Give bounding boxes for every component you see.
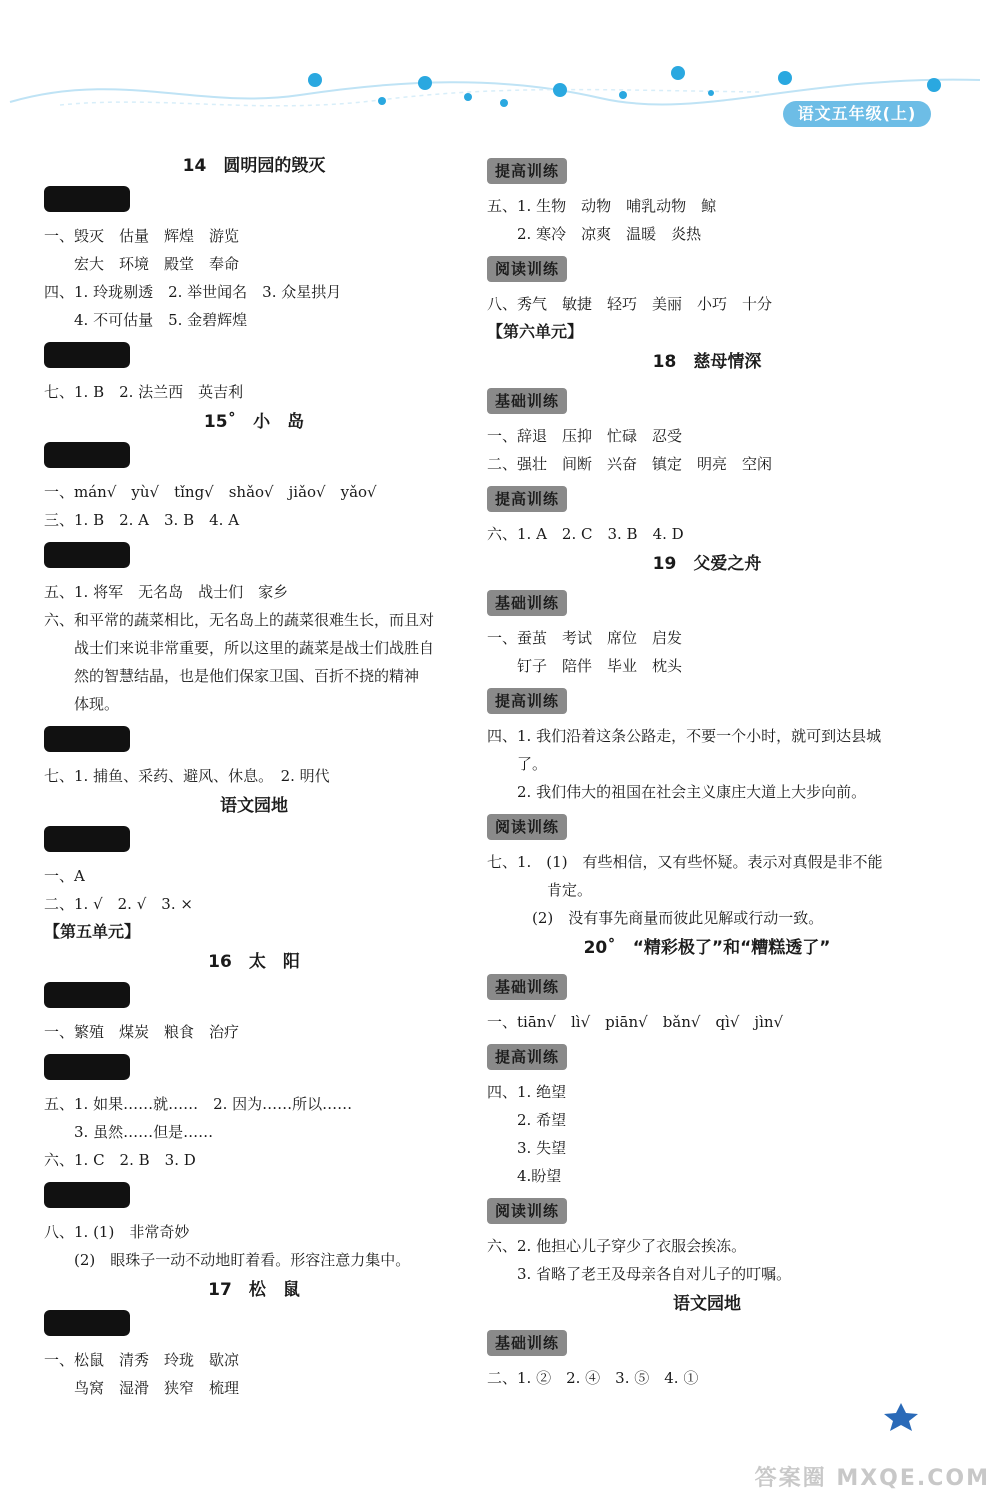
answer-line: 鸟窝 湿滑 狭窄 梳理 bbox=[44, 1379, 240, 1397]
answer-line: 七、1. 捕鱼、采药、避风、休息。 2. 明代 bbox=[44, 767, 330, 785]
answer-line: 五、1. 将军 无名岛 战士们 家乡 bbox=[44, 583, 289, 601]
right-column bbox=[487, 150, 927, 1392]
answer-line: 六、1. C 2. B 3. D bbox=[44, 1151, 196, 1169]
answer-line: 战士们来说非常重要，所以这里的蔬菜是战士们战胜自 bbox=[44, 639, 435, 657]
section-label: 阅读训练 bbox=[487, 1198, 567, 1224]
section-label: 提高训练 bbox=[487, 1044, 567, 1070]
answer-line: 六、和平常的蔬菜相比，无名岛上的蔬菜很难生长，而且对 bbox=[44, 611, 435, 629]
lesson-title: 15˚ 小 岛 bbox=[203, 412, 305, 432]
unit-heading: 【第五单元】 bbox=[44, 922, 141, 941]
answer-line: 三、1. B 2. A 3. B 4. A bbox=[44, 511, 240, 529]
answer-line: 八、秀气 敏捷 轻巧 美丽 小巧 十分 bbox=[487, 295, 773, 313]
section-label-redacted bbox=[44, 726, 130, 752]
answer-line: (2) 眼珠子一动不动地盯着看。形容注意力集中。 bbox=[44, 1251, 411, 1269]
section-label: 基础训练 bbox=[487, 974, 567, 1000]
answer-line: 七、1. B 2. 法兰西 英吉利 bbox=[44, 383, 244, 401]
section-label-redacted bbox=[44, 1182, 130, 1208]
lesson-title: 20˚ “精彩极了”和“糟糕透了” bbox=[583, 938, 831, 958]
answer-line: 八、1. (1) 非常奇妙 bbox=[44, 1223, 190, 1241]
answer-line: 一、辞退 压抑 忙碌 忍受 bbox=[487, 427, 683, 445]
section-label: 基础训练 bbox=[487, 1330, 567, 1356]
lesson-title: 16 太 阳 bbox=[208, 952, 300, 972]
section-label-redacted bbox=[44, 1054, 130, 1080]
answer-line: 二、强壮 间断 兴奋 镇定 明亮 空闲 bbox=[487, 455, 773, 473]
answer-line: 一、蚕茧 考试 席位 启发 bbox=[487, 629, 683, 647]
answer-line: 一、tiān√ lì√ piān√ bǎn√ qì√ jìn√ bbox=[487, 1013, 784, 1031]
answer-line: 四、1. 我们沿着这条公路走，不要一个小时，就可到达县城 bbox=[487, 727, 882, 745]
answer-line: 宏大 环境 殿堂 奉命 bbox=[44, 255, 240, 273]
answer-line: 体现。 bbox=[44, 695, 120, 713]
lesson-title: 14 圆明园的毁灭 bbox=[182, 156, 326, 176]
answer-line: 一、繁殖 煤炭 粮食 治疗 bbox=[44, 1023, 240, 1041]
grade-badge: 语文五年级(上) bbox=[783, 101, 931, 127]
section-label: 提高训练 bbox=[487, 688, 567, 714]
section-label-redacted bbox=[44, 826, 130, 852]
answer-line: 五、1. 生物 动物 哺乳动物 鲸 bbox=[487, 197, 717, 215]
answer-line: 了。 bbox=[487, 755, 548, 773]
answer-line: 3. 失望 bbox=[487, 1139, 567, 1157]
answer-line: 四、1. 玲珑剔透 2. 举世闻名 3. 众星拱月 bbox=[44, 283, 342, 301]
answer-line: 2. 我们伟大的祖国在社会主义康庄大道上大步向前。 bbox=[487, 783, 867, 801]
section-label: 基础训练 bbox=[487, 388, 567, 414]
section-label: 提高训练 bbox=[487, 486, 567, 512]
section-label-redacted bbox=[44, 542, 130, 568]
answer-line: 一、松鼠 清秀 玲珑 歇凉 bbox=[44, 1351, 240, 1369]
section-label-redacted bbox=[44, 186, 130, 212]
answer-line: 一、毁灭 估量 辉煌 游览 bbox=[44, 227, 240, 245]
answer-line: 4. 不可估量 5. 金碧辉煌 bbox=[44, 311, 248, 329]
page-star-icon bbox=[880, 1402, 922, 1432]
answer-line: 二、1. √ 2. √ 3. × bbox=[44, 895, 193, 913]
answer-line: 五、1. 如果……就…… 2. 因为……所以…… bbox=[44, 1095, 353, 1113]
lesson-title: 语文园地 bbox=[673, 1294, 741, 1314]
answer-line: 2. 寒冷 凉爽 温暖 炎热 bbox=[487, 225, 702, 243]
lesson-title: 18 慈母情深 bbox=[652, 352, 762, 372]
answer-line: 七、1. (1) 有些相信，又有些怀疑。表示对真假是非不能 bbox=[487, 853, 883, 871]
left-column bbox=[44, 150, 464, 1402]
section-label: 阅读训练 bbox=[487, 256, 567, 282]
watermark: 答案圈 MXQE.COM bbox=[754, 1466, 990, 1491]
section-label-redacted bbox=[44, 982, 130, 1008]
answer-line: 3. 省略了老王及母亲各自对儿子的叮嘱。 bbox=[487, 1265, 792, 1283]
section-label-redacted bbox=[44, 1310, 130, 1336]
section-label: 基础训练 bbox=[487, 590, 567, 616]
answer-line: 钉子 陪伴 毕业 枕头 bbox=[487, 657, 683, 675]
answer-line: 一、mán√ yù√ tǐng√ shǎo√ jiǎo√ yǎo√ bbox=[44, 483, 377, 501]
answer-line: 一、A bbox=[44, 867, 85, 885]
section-label-redacted bbox=[44, 442, 130, 468]
answer-line: 肯定。 bbox=[487, 881, 593, 899]
answer-line: 四、1. 绝望 bbox=[487, 1083, 567, 1101]
answer-line: 2. 希望 bbox=[487, 1111, 567, 1129]
section-label: 提高训练 bbox=[487, 158, 567, 184]
answer-line: 3. 虽然……但是…… bbox=[44, 1123, 214, 1141]
lesson-title: 19 父爱之舟 bbox=[652, 554, 762, 574]
lesson-title: 17 松 鼠 bbox=[208, 1280, 300, 1300]
answer-line: 六、1. A 2. C 3. B 4. D bbox=[487, 525, 684, 543]
section-label: 阅读训练 bbox=[487, 814, 567, 840]
answer-line: 4.盼望 bbox=[487, 1167, 562, 1185]
lesson-title: 语文园地 bbox=[220, 796, 288, 816]
answer-line: 二、1. ② 2. ④ 3. ⑤ 4. ① bbox=[487, 1369, 699, 1387]
answer-line: 然的智慧结晶，也是他们保家卫国、百折不挠的精神 bbox=[44, 667, 420, 685]
section-label-redacted bbox=[44, 342, 130, 368]
answer-line: (2) 没有事先商量而彼此见解或行动一致。 bbox=[487, 909, 824, 927]
unit-heading: 【第六单元】 bbox=[487, 322, 584, 341]
answer-line: 六、2. 他担心儿子穿少了衣服会挨冻。 bbox=[487, 1237, 747, 1255]
